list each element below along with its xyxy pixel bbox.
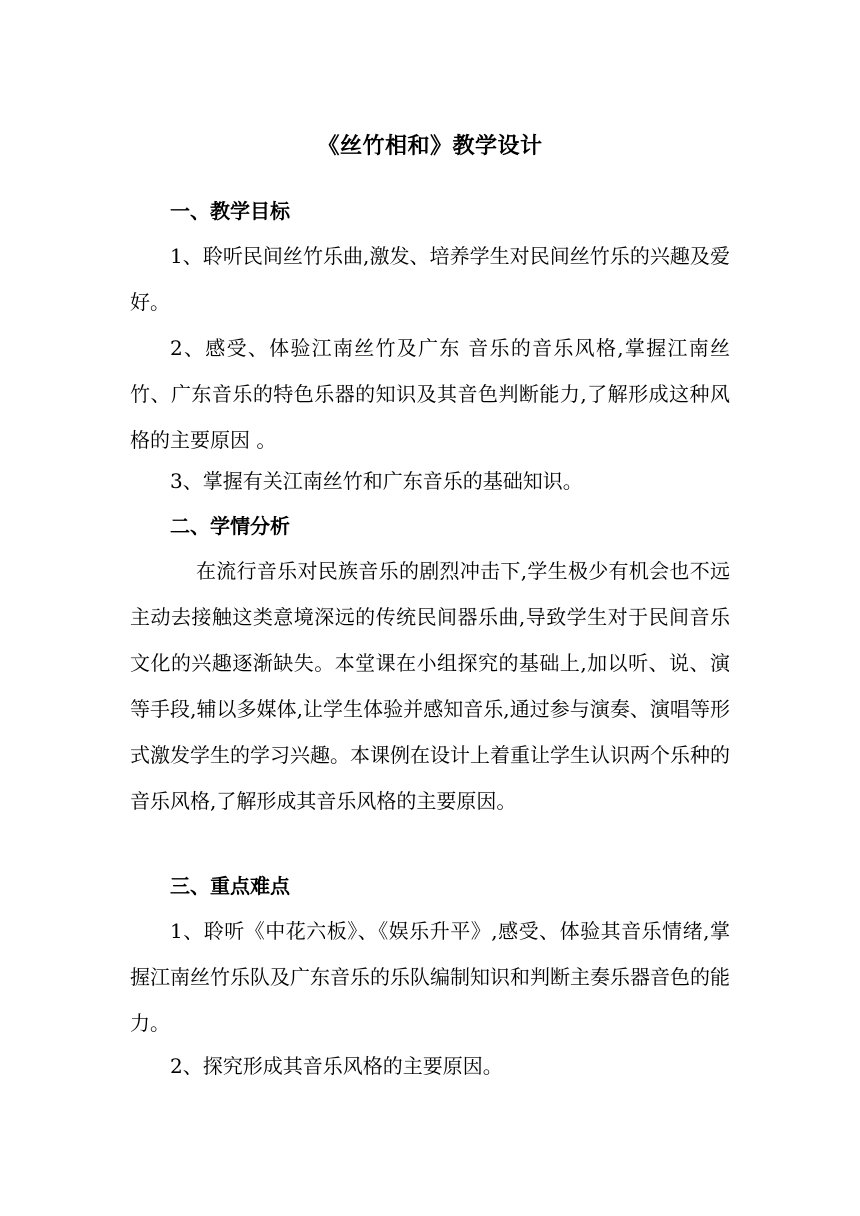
key-point-paragraph-2: 2、探究形成其音乐风格的主要原因。 (170, 1054, 503, 1078)
section-heading-objectives: 一、教学目标 (170, 199, 290, 223)
key-point-paragraph-1: 1、聆听《中花六板》、《娱乐升平》,感受、体验其音乐情绪,掌握江南丝竹乐队及广东音乐的乐队编制知识和判断主奏乐器音色的能力。 (130, 919, 730, 1035)
document-title: 《丝竹相和》教学设计 (317, 133, 543, 159)
section-heading-analysis: 二、学情分析 (170, 514, 290, 538)
objective-paragraph-3: 3、掌握有关江南丝竹和广东音乐的基础知识。 (170, 469, 583, 493)
section-heading-key-points: 三、重点难点 (170, 874, 290, 898)
objective-paragraph-2: 2、感受、体验江南丝竹及广东 音乐的音乐风格,掌握江南丝竹、广东音乐的特色乐器的知识及其音色判断能力,了解形成这种风格的主要原因 。 (130, 336, 730, 452)
objective-paragraph-1: 1、聆听民间丝竹乐曲,激发、培养学生对民间丝竹乐的兴趣及爱好。 (130, 244, 730, 314)
analysis-paragraph: 在流行音乐对民族音乐的剧烈冲击下,学生极少有机会也不远主动去接触这类意境深远的传统民间器乐曲,导致学生对于民间音乐文化的兴趣逐渐缺失。本堂课在小组探究的基础上,加以听、说、演等手段,辅以多媒体,让学生体验并感知音乐,通过参与演奏、演唱等形式激发学生的学习兴趣。本课例在设计上着重让学生认识两个乐种的音乐风格,了解形成其音乐风格的主要原因。 (130, 559, 730, 813)
